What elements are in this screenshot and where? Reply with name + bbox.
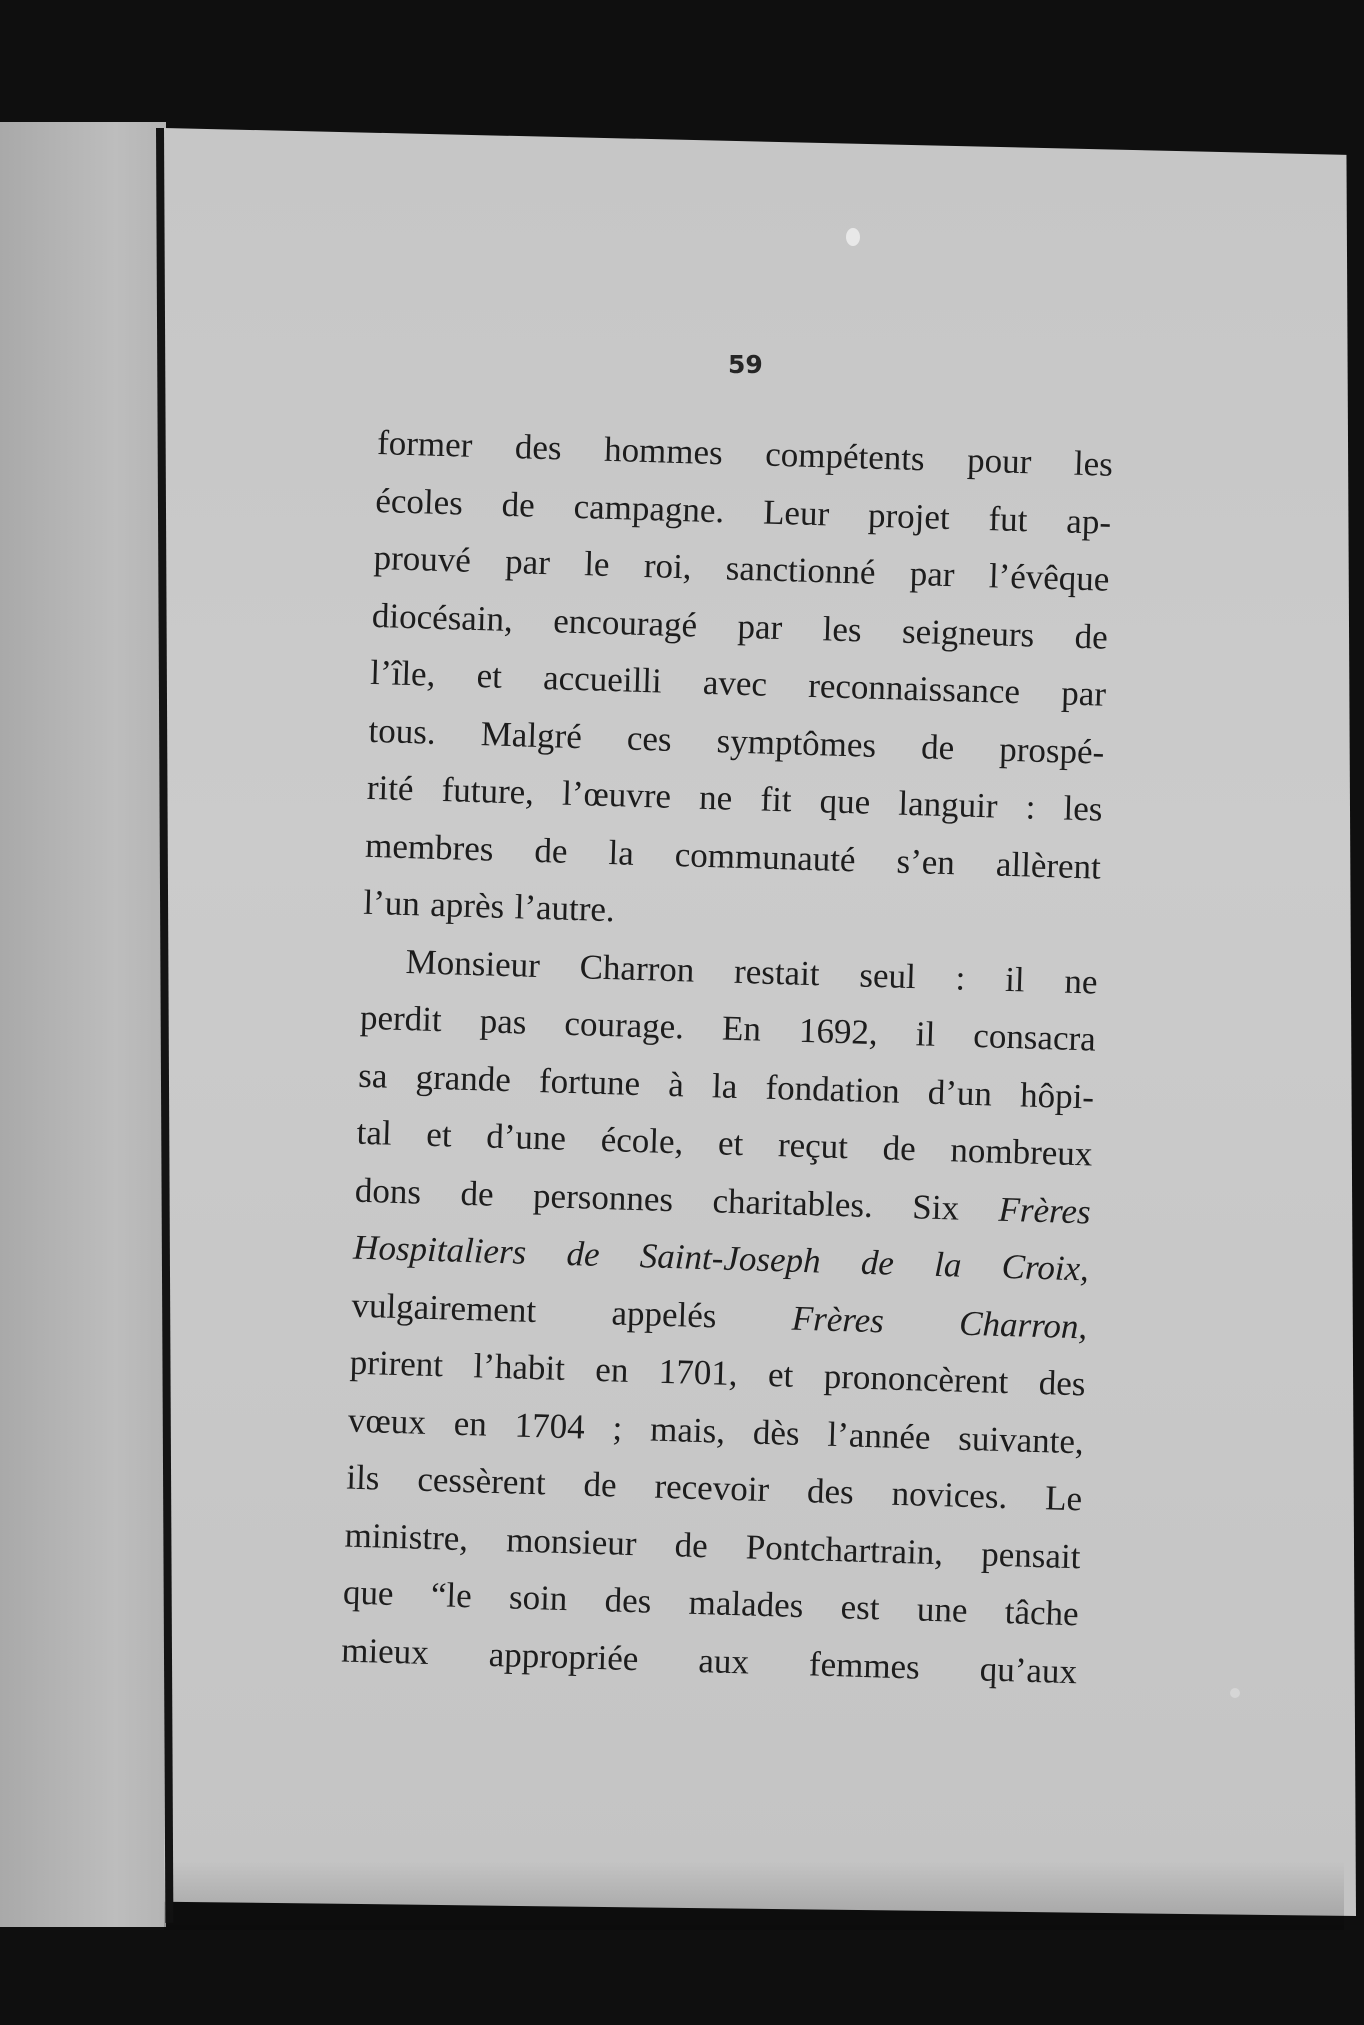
word: la [711,1065,738,1106]
word: d’une [485,1116,567,1158]
word: accueilli [542,658,663,701]
word: hommes [603,429,724,473]
word: l’un [362,882,421,924]
word: recevoir [653,1466,770,1510]
word: des [604,1580,652,1621]
word: ne [698,777,733,818]
word: prononcèrent [823,1356,1009,1402]
word: pas [479,1001,528,1042]
word: consacra [972,1015,1097,1059]
word: projet [867,495,951,537]
word: symptômes [716,720,877,765]
word: l’habit [473,1346,566,1388]
word: par [737,606,783,647]
word: la [933,1244,963,1285]
word: les [822,608,863,649]
word: une [916,1589,969,1631]
word: de [533,830,569,871]
word: de [460,1173,495,1214]
word: ap- [1065,500,1112,542]
word: grande [415,1056,512,1099]
word: prouvé [373,537,472,580]
paper-speck [846,228,860,246]
word: des [514,427,563,468]
paper-speck [1230,1688,1240,1698]
word: malades [688,1582,804,1626]
word: “le [430,1575,473,1616]
word: Pontchartrain, [745,1526,944,1572]
word: former [376,422,473,465]
word: communauté [674,834,857,879]
word: Monsieur [405,941,541,985]
word: l’œuvre [561,773,672,816]
word: future, [441,770,535,812]
word: seul [858,955,917,996]
word: 1692, [798,1010,879,1053]
word: reconnaissance [807,665,1021,712]
word: roi, [643,545,693,587]
word: école, [600,1119,684,1162]
word: Frères [998,1189,1092,1231]
word: vulgairement [350,1285,537,1330]
word: En [721,1008,762,1049]
word: aux [697,1640,750,1682]
word: encouragé [552,600,698,645]
word: sanctionné [725,548,877,592]
word: courage. [563,1003,685,1047]
word: de [1074,616,1109,657]
word: de [583,1464,618,1505]
word: monsieur [505,1519,638,1563]
word: rité [366,767,415,809]
word: appropriée [488,1634,639,1678]
word: de [674,1524,709,1565]
word: prospé- [998,729,1105,772]
word: 1704 [514,1405,586,1447]
word: compétents [764,434,926,479]
word: des [1038,1363,1087,1404]
word: le [583,544,611,584]
word: après [429,884,505,926]
word: les [1063,788,1104,829]
word: ministre, [344,1515,469,1558]
word: personnes [532,1175,674,1219]
word: appelés [610,1292,718,1335]
word: en [594,1349,630,1390]
word: perdit [359,997,443,1040]
word: Hospitaliers [352,1227,527,1272]
word: de [860,1242,895,1283]
word: que [819,781,871,822]
word: l’évêque [988,556,1110,599]
word: pensait [980,1533,1081,1576]
word: avec [702,662,768,704]
word: par [1060,673,1107,714]
word: vœux [347,1400,427,1442]
word: soin [508,1577,568,1619]
word: seigneurs [901,611,1035,655]
word: est [840,1587,881,1628]
word: Saint-Joseph [639,1236,822,1281]
word: restait [733,951,821,993]
word: reçut [777,1125,849,1167]
word: ; [612,1407,623,1448]
word: Charron [579,946,695,990]
word: il [1004,959,1026,999]
word: écoles [374,480,464,523]
word: nombreux [949,1130,1093,1174]
word: l’année [826,1414,932,1457]
word: tous. [368,710,437,752]
page-number: 59 [728,350,763,379]
word: sa [357,1055,389,1096]
word: de [501,484,536,525]
word: de [882,1128,917,1169]
body-text [340,414,1113,1700]
word: prirent [349,1342,444,1385]
word: diocésain, [371,595,514,639]
word: suivante, [957,1418,1085,1461]
word: cessèrent [416,1459,547,1503]
word: il [915,1014,936,1054]
word: : [1025,787,1037,827]
word: qu’aux [979,1648,1078,1691]
word: charitables. [712,1180,874,1225]
word: membres [364,825,495,869]
word: dès [752,1412,801,1453]
word: Six [911,1186,960,1228]
word: ces [626,718,673,759]
word: de [565,1233,601,1274]
word: la [607,832,635,873]
word: Leur [762,491,830,533]
facing-page-edge [0,122,166,1927]
word: tâche [1004,1592,1080,1634]
word: en [453,1403,488,1444]
word: l’île, [369,652,437,694]
word: campagne. [573,486,725,530]
word: les [1073,443,1114,484]
word: ne [1063,961,1099,1002]
word: des [806,1471,855,1512]
word: mais, [649,1409,726,1451]
word: que [342,1572,395,1613]
word: fut [988,498,1029,539]
word: par [504,541,551,583]
word: Malgré [480,713,583,756]
word: à [667,1064,685,1104]
word: et [425,1114,453,1155]
word: 1701, [658,1351,739,1394]
word: fondation [765,1067,901,1111]
word: novices. [891,1473,1008,1517]
word: d’un [927,1072,993,1114]
word: languir [897,783,999,826]
word: femmes [808,1643,921,1687]
word: et [767,1355,794,1395]
word: hôpi- [1019,1074,1095,1117]
word: Le [1044,1478,1083,1519]
word: l’autre. [514,887,616,930]
word: mieux [340,1629,430,1672]
word: s’en [896,841,956,882]
word: ils [345,1457,381,1498]
word: fit [759,779,793,820]
word: Charron, [958,1303,1088,1346]
word: par [909,553,956,595]
word: : [955,957,966,998]
word: Croix, [1001,1246,1090,1289]
word: tal [356,1112,393,1153]
word: dons [354,1170,422,1212]
word: Frères [791,1298,885,1340]
word: de [920,726,955,767]
word: pour [966,440,1032,482]
word: et [717,1123,744,1164]
word: allèrent [995,844,1102,887]
word: et [476,656,503,696]
word: fortune [538,1060,641,1103]
